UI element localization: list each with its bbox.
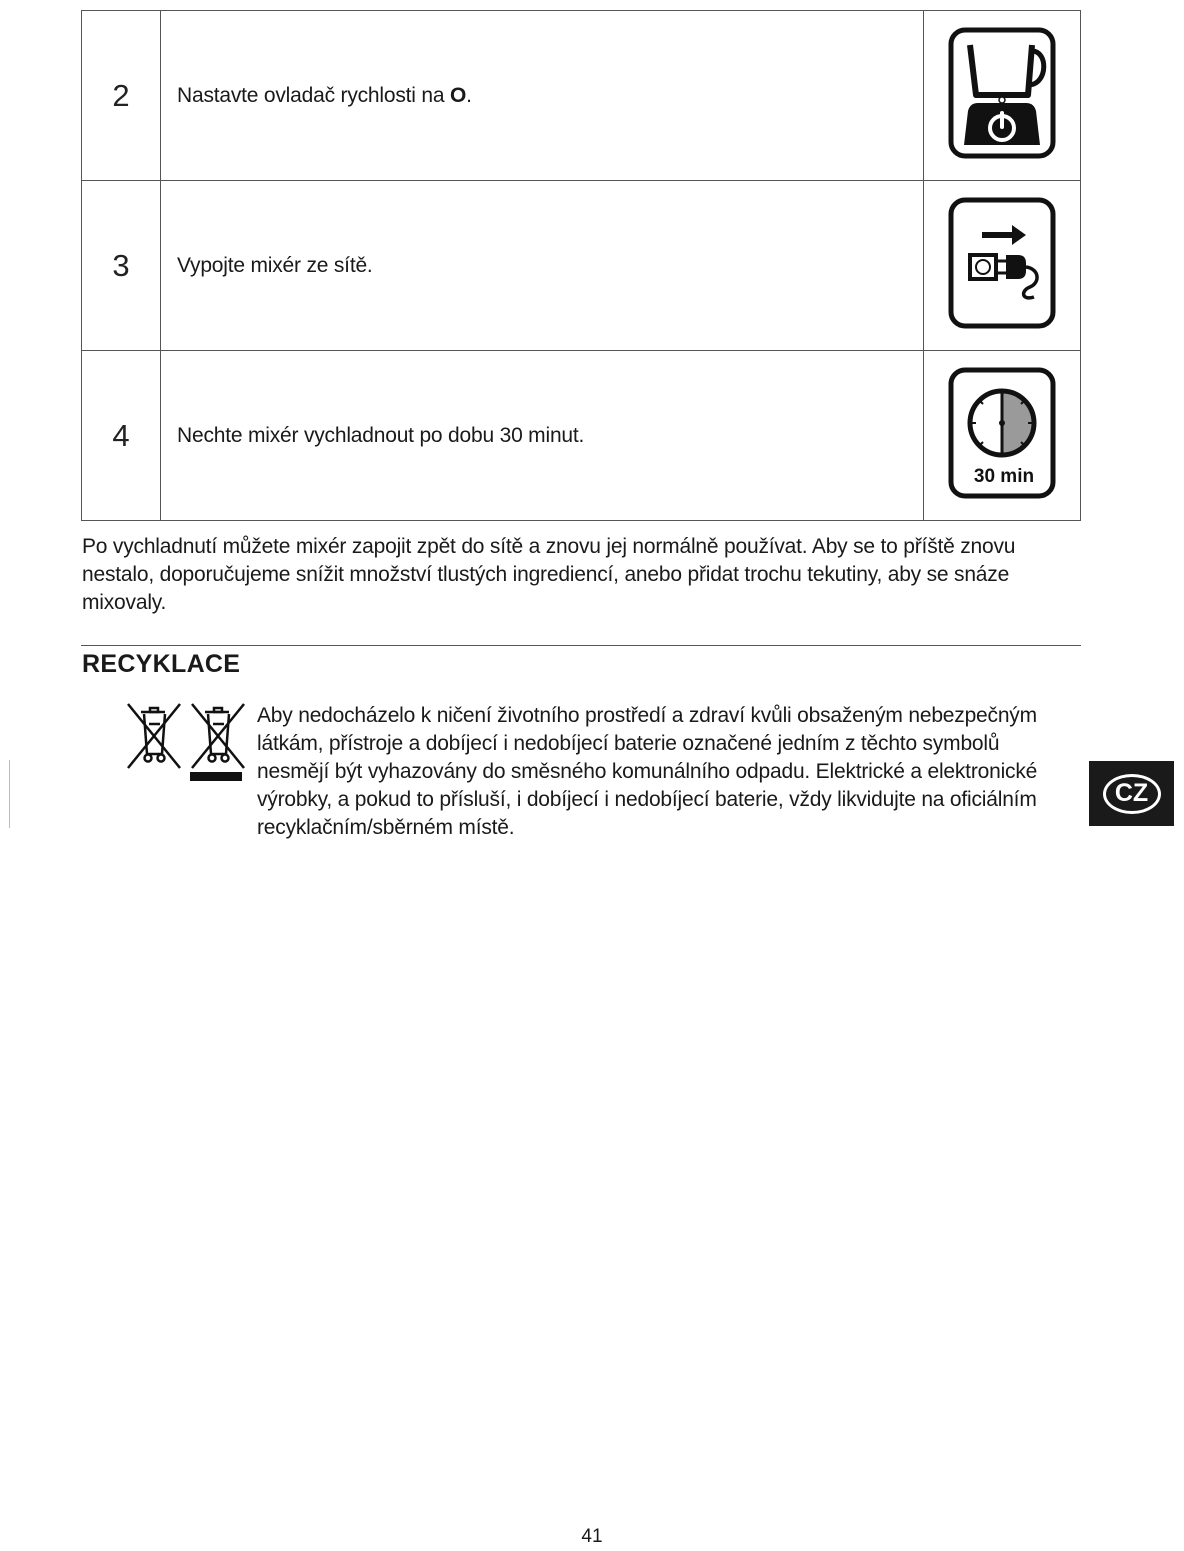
blender-power-off-icon bbox=[948, 27, 1056, 159]
steps-table bbox=[81, 10, 1081, 521]
timer-icon bbox=[948, 367, 1056, 499]
language-badge bbox=[1089, 761, 1174, 826]
section-heading: RECYKLACE bbox=[82, 650, 241, 678]
step-row bbox=[82, 11, 1081, 181]
step-text-bold: O bbox=[449, 83, 467, 107]
section-divider bbox=[81, 645, 1081, 646]
recycling-paragraph: Aby nedocházelo k ničení životního prostředí a zdraví kvůli obsaženým nebezpečným látkám, přístroje a dobíjecí i nedobíjecí baterie označené jedním z těchto symbolů nesmějí být vyhazovány do směsného komunálního odpadu. Elektrické a elektronické výrobky, a pokud to přísluší, i dobíjecí i nedobíjecí baterie, vždy likvidujte na oficiálním recyklačním/sběrném místě. bbox=[257, 704, 1038, 839]
step-row bbox=[82, 181, 1081, 351]
weee-bin-icon bbox=[120, 702, 250, 784]
timer-label: 30 min bbox=[973, 466, 1035, 487]
edge-mark bbox=[9, 760, 10, 828]
language-code: CZ bbox=[1103, 774, 1161, 814]
step-text: Nechte mixér vychladnout po dobu 30 minut. bbox=[161, 351, 924, 521]
step-text: Nastavte ovladač rychlosti na O. bbox=[161, 11, 924, 181]
step-number: 2 bbox=[82, 11, 161, 181]
after-paragraph: Po vychladnutí můžete mixér zapojit zpět do sítě a znovu jej normálně používat. Aby se to příště znovu nestalo, doporučujeme snížit množství tlustých ingrediencí, anebo přidat trochu tekutiny, aby se snáze mixovaly. bbox=[82, 535, 1016, 614]
step-text: Vypojte mixér ze sítě. bbox=[161, 181, 924, 351]
unplug-icon bbox=[948, 197, 1056, 329]
step-number: 4 bbox=[82, 351, 161, 521]
page-number: 41 bbox=[581, 1526, 603, 1547]
step-number: 3 bbox=[82, 181, 161, 351]
step-row bbox=[82, 351, 1081, 521]
